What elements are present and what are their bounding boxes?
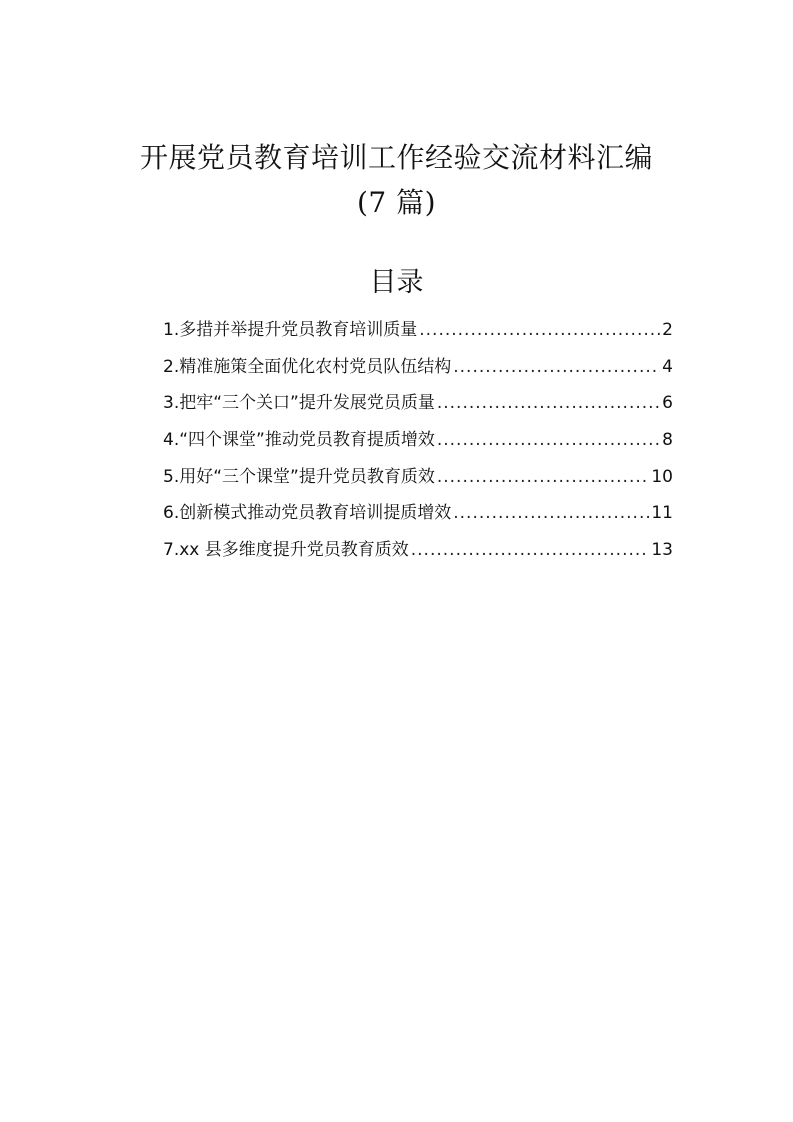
toc-entry-page: 2 [662,320,673,340]
toc-entry-label: 1.多措并举提升党员教育培训质量 [163,320,418,340]
toc-dot-leader [437,385,660,421]
toc-entry-page: 4 [662,356,673,377]
document-subtitle: (7 篇) [356,186,437,219]
toc-entry-page: 13 [651,540,673,561]
toc-entry[interactable] [163,349,673,386]
toc-dot-leader [453,349,660,385]
toc-entry[interactable] [163,532,673,569]
toc-entry-page: 8 [662,430,673,451]
document-title: 开展党员教育培训工作经验交流材料汇编 [139,141,653,174]
toc-entry-label: 3.把牢“三个关口”提升发展党员质量 [163,393,435,414]
toc-entry-page: 10 [651,466,673,487]
toc-entry[interactable] [163,312,673,349]
toc-dot-leader [411,532,650,568]
toc-entry[interactable] [163,385,673,422]
toc-entry-label: 5.用好“三个课堂”提升党员教育质效 [163,466,435,487]
toc-entry-label: 6.创新模式推动党员教育培训提质增效 [163,503,452,524]
toc-dot-leader [437,422,660,458]
toc-entry[interactable] [163,495,673,532]
toc-entry[interactable] [163,422,673,459]
toc-entry[interactable] [163,459,673,496]
toc-entry-label: 7.xx 县多维度提升党员教育质效 [163,540,409,561]
toc-dot-leader [453,495,649,531]
toc-dot-leader [437,459,650,495]
toc-entry-label: 4.“四个课堂”推动党员教育提质增效 [163,430,435,451]
toc-entry-page: 6 [662,393,673,414]
table-of-contents [163,312,673,569]
toc-dot-leader [419,312,660,348]
toc-entry-page: 11 [651,503,673,524]
toc-heading: 目录 [369,267,424,298]
toc-entry-label: 2.精准施策全面优化农村党员队伍结构 [163,356,452,377]
